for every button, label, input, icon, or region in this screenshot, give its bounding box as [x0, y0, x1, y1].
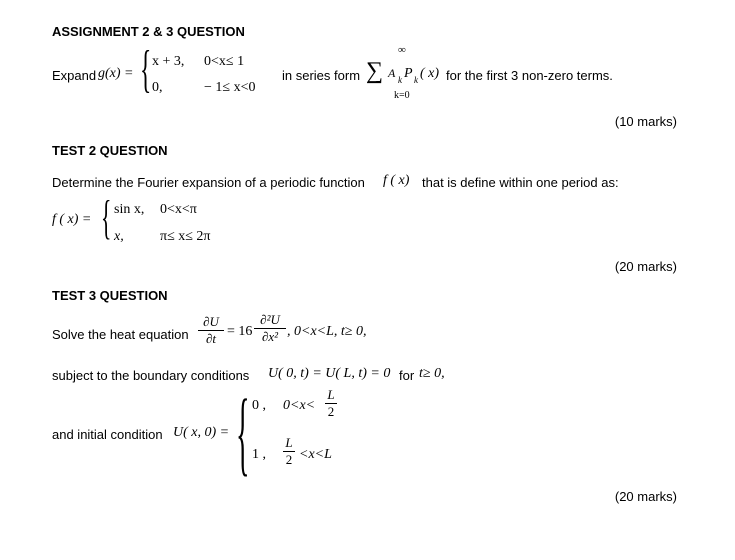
- series-sub-P: k: [414, 75, 418, 85]
- sum-symbol: ∑: [366, 58, 384, 84]
- sum-lower: k=0: [394, 90, 410, 101]
- test3-heading: TEST 3 QUESTION: [52, 288, 168, 303]
- ic-case2-cond: <x<L: [299, 447, 332, 462]
- g-case2-cond: − 1≤ x<0: [204, 80, 256, 95]
- g-case1-expr: x + 3,: [152, 54, 185, 69]
- assignment-heading: ASSIGNMENT 2 & 3 QUESTION: [52, 24, 245, 39]
- L-over-2-fraction: [325, 388, 337, 419]
- ic-case1-cond: 0<x<: [283, 398, 316, 413]
- test2-statement-b: that is define within one period as:: [422, 175, 619, 190]
- series-label: in series form: [282, 68, 361, 83]
- test3-marks: (20 marks): [614, 489, 677, 504]
- f-lhs: f ( x) =: [52, 212, 92, 227]
- ic-lhs: U( x, 0) =: [173, 425, 230, 440]
- L-over-2-fraction: [283, 436, 295, 467]
- test2-heading: TEST 2 QUESTION: [52, 143, 168, 158]
- L-numerator: L: [285, 435, 293, 450]
- L-numerator: L: [327, 387, 335, 402]
- two-denominator: 2: [285, 452, 293, 467]
- f-case2-expr: x,: [114, 229, 124, 244]
- test2-marks: (20 marks): [614, 259, 677, 274]
- expand-label: Expand: [52, 68, 97, 83]
- dU-numerator: ∂U: [203, 314, 219, 329]
- dt-denominator: ∂t: [205, 331, 217, 346]
- series-P: P: [404, 66, 413, 81]
- bc-label: subject to the boundary conditions: [52, 368, 250, 383]
- eq-16: = 16: [227, 324, 253, 339]
- d2U-numerator: ∂²U: [260, 312, 280, 327]
- f-case1-expr: sin x,: [114, 202, 145, 217]
- ic-label: and initial condition: [52, 427, 163, 442]
- dU-dt-fraction: [198, 315, 224, 346]
- series-arg: ( x): [420, 66, 440, 81]
- sum-upper: ∞: [398, 44, 406, 56]
- f-case2-cond: π≤ x≤ 2π: [160, 229, 211, 244]
- g-lhs: g(x) =: [98, 66, 134, 81]
- series-sub-A: k: [398, 75, 402, 85]
- f-case1-cond: 0<x<π: [160, 202, 197, 217]
- ic-case1-val: 0 ,: [252, 398, 266, 413]
- brace-ic: {: [236, 381, 250, 485]
- bc-expr: U( 0, t) = U( L, t) = 0: [268, 366, 391, 381]
- test2-fx-inline: f ( x): [383, 173, 410, 188]
- test2-statement-a: Determine the Fourier expansion of a periodic function: [52, 175, 365, 190]
- brace-g: {: [140, 41, 152, 98]
- assignment-marks: (10 marks): [614, 114, 677, 129]
- series-tail: for the first 3 non-zero terms.: [446, 68, 613, 83]
- brace-f: {: [101, 191, 112, 244]
- d2U-dx2-fraction: [254, 313, 286, 344]
- two-denominator: 2: [327, 404, 335, 419]
- g-case2-expr: 0,: [152, 80, 163, 95]
- series-A: A: [388, 66, 396, 80]
- eq-tail: , 0<x<L, t≥ 0,: [287, 324, 367, 339]
- g-case1-cond: 0<x≤ 1: [204, 54, 245, 69]
- dx2-denominator: ∂x²: [261, 329, 279, 344]
- bc-for: for: [399, 368, 415, 383]
- solve-label: Solve the heat equation: [52, 327, 189, 342]
- bc-t: t≥ 0,: [419, 366, 445, 381]
- ic-case2-val: 1 ,: [252, 447, 266, 462]
